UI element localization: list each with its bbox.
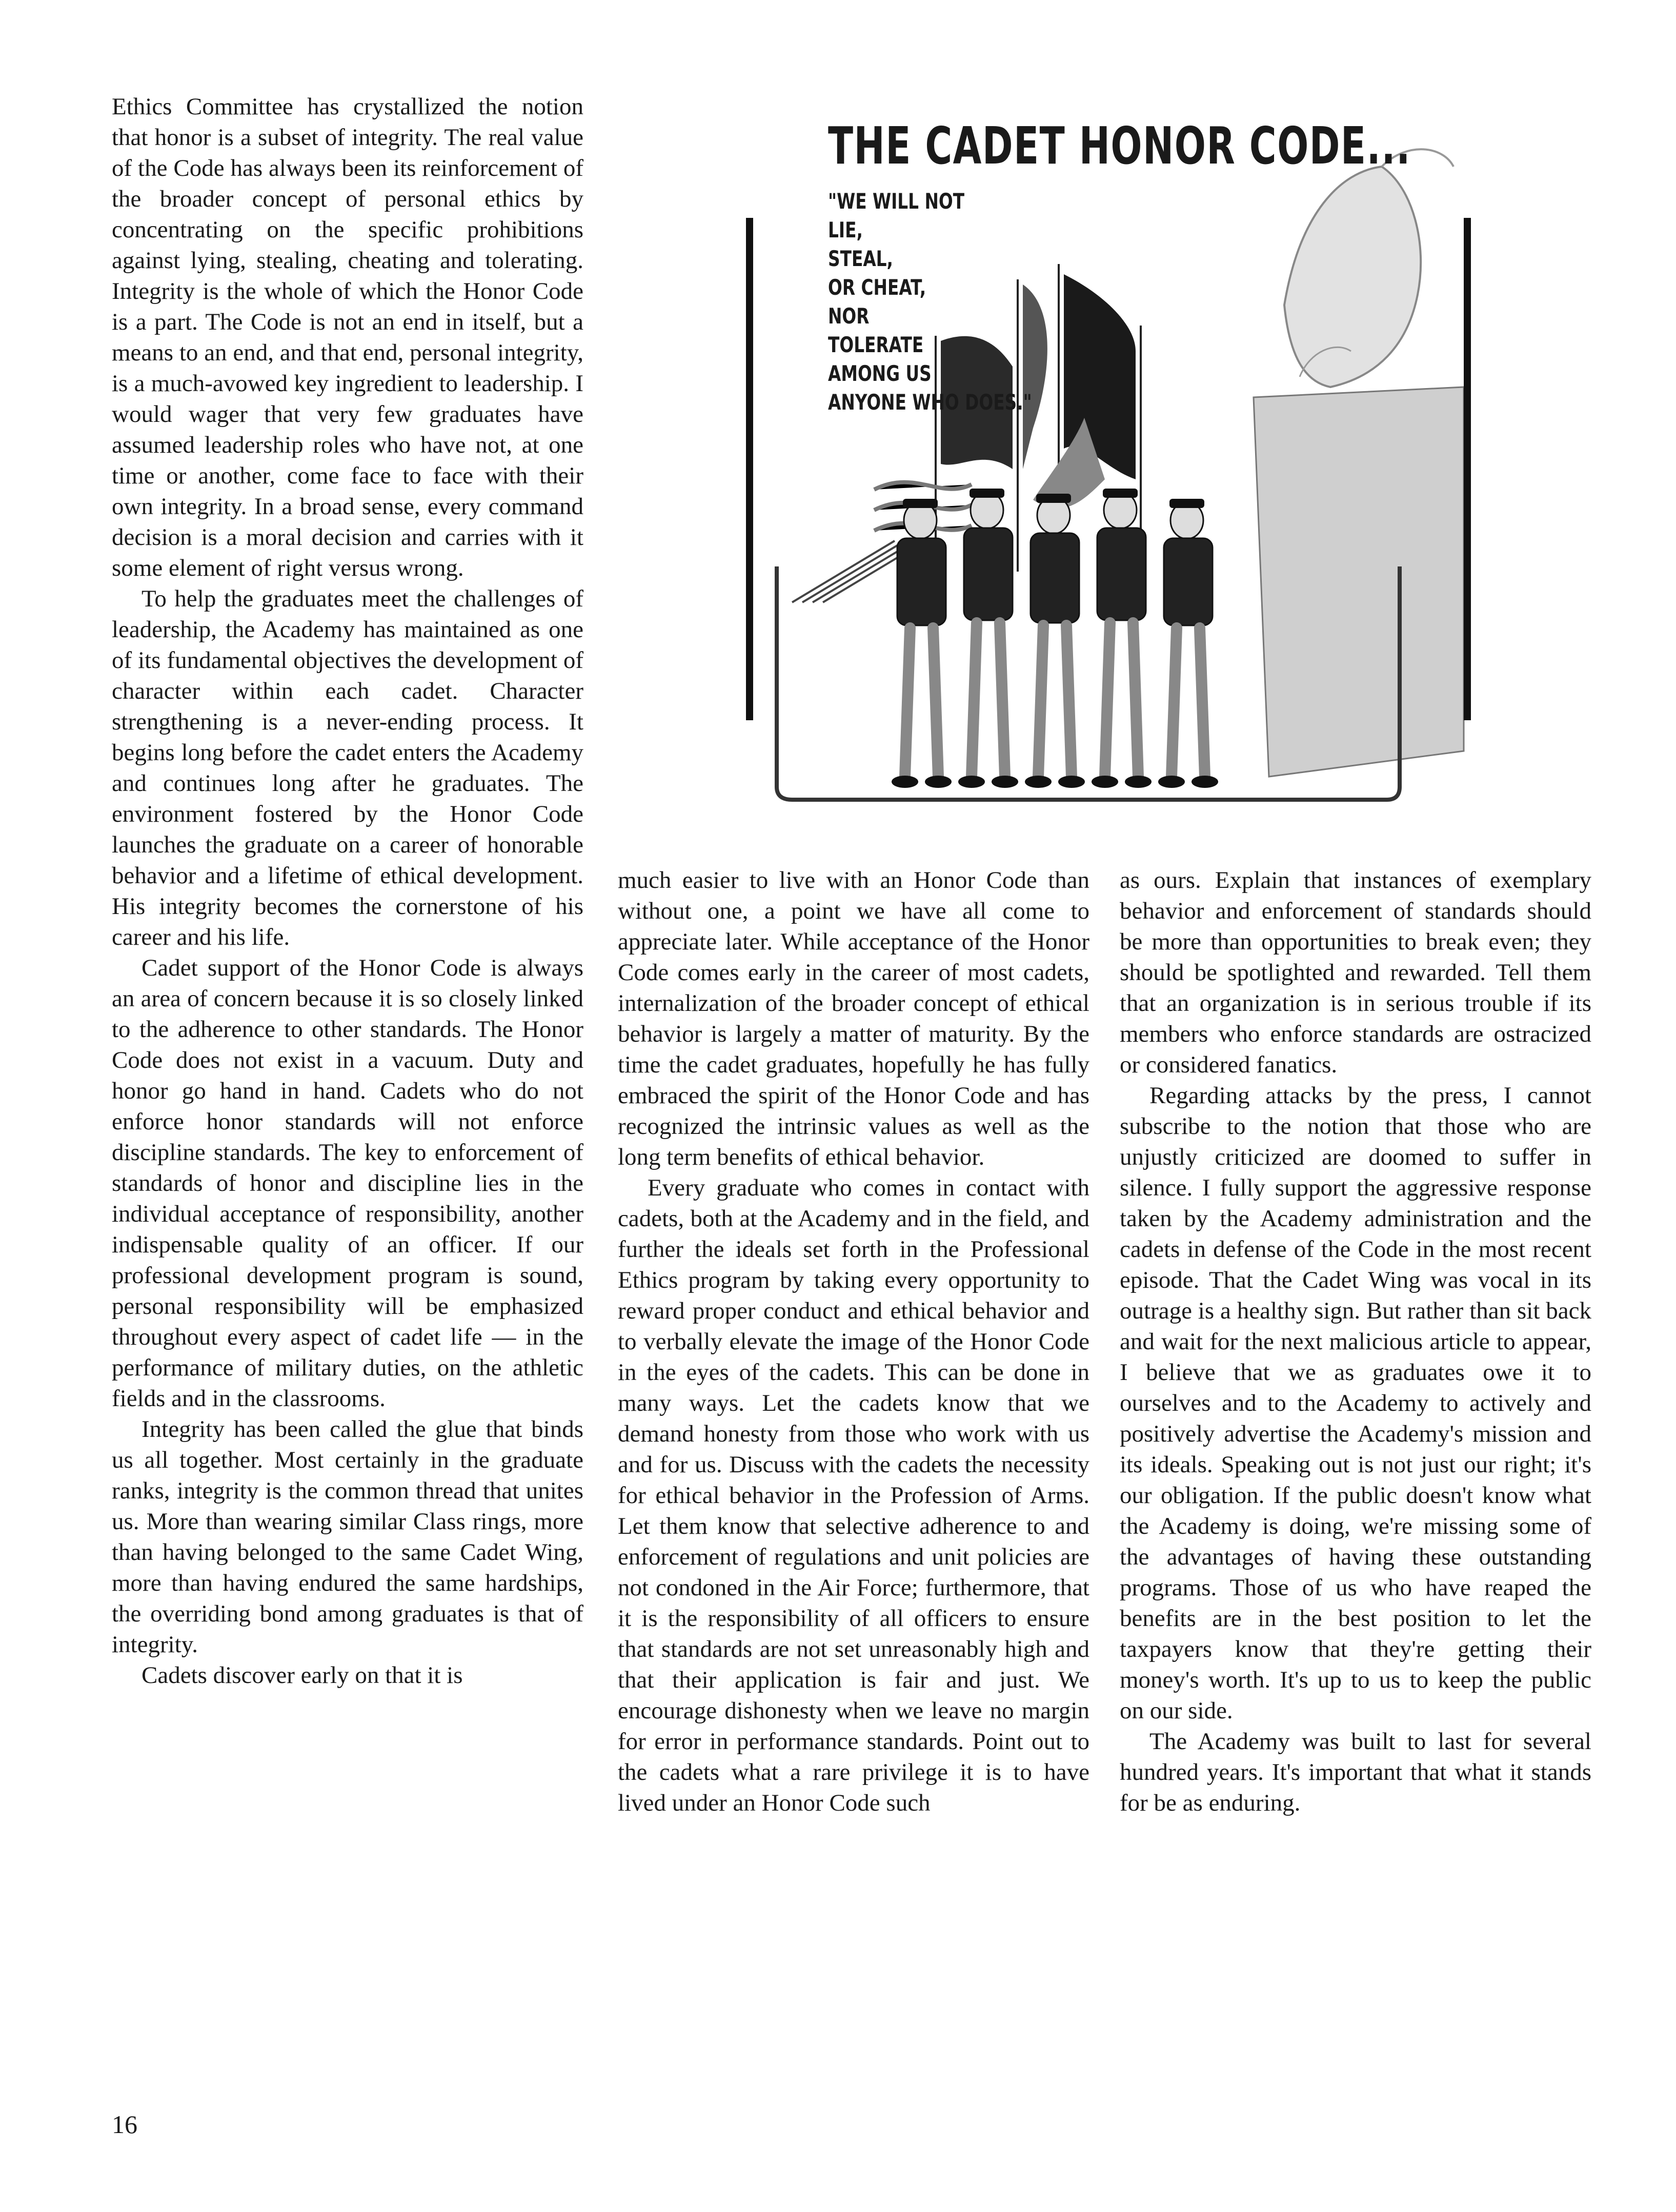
paragraph: Cadet support of the Honor Code is always an area of concern because it is so closely linked to the adherence to other standards. The Honor Code does not exist in a vacuum. Duty and honor go hand in hand. Cadets who do not enforce honor standards will not enforce discipline standards. The key to enforcement of standards of honor and discipline lies in the individual acceptance of responsibility, another indispensable quality of an officer. If our professional development program is sound, personal responsibility will be emphasized throughout every aspect of cadet life — in the performance of military duties, on the athletic fields and in the classrooms. [112,955,583,1412]
poster-title: THE CADET HONOR CODE... [828,116,1411,176]
honor-code-poster [746,110,1474,833]
paragraph: Ethics Committee has crystallized the notion that honor is a subset of integrity. The real value of the Code has always been its reinforcement of the broader concept of personal ethics by concentrating on the specific prohibitions against lying, stealing, cheating and tolerating. Integrity is the whole of which the Honor Code is a part. The Code is not an end in itself, but a means to an end, and that end, personal integrity, is a much-avowed key ingredient to leadership. I would wager that very few graduates have assumed leadership roles who have not, at one time or another, come face to face with their own integrity. In a broad sense, every command decision is a moral decision and carries with it some element of right versus wrong. [112,93,583,581]
left-border-bar [746,218,753,720]
paragraph: Cadets discover early on that it is [142,1662,463,1689]
quote-line: LIE, [828,217,863,242]
quote-line: STEAL, [828,246,893,271]
quote-line: NOR [828,303,870,329]
text-column-1 [112,91,583,1691]
quote-line: TOLERATE [828,332,924,357]
page-number: 16 [112,2110,137,2139]
quote-line: "WE WILL NOT [828,189,965,214]
paragraph: as ours. Explain that instances of exemplary behavior and enforcement of standards should be more than opportunities to break even; they should be spotlighted and rewarded. Tell them that an organization is in serious trouble if its members who enforce standards are ostracized or considered fanatics. [1120,867,1591,1078]
quote-line: OR CHEAT, [828,275,926,300]
paragraph: Integrity has been called the glue that binds us all together. Most certainly in the graduate ranks, integrity is the common thread that unites us. More than wearing similar Class rings, more than having belonged to the same Cadet Wing, more than having endured the same hardships, the overriding bond among graduates is that of integrity. [112,1416,583,1658]
text-column-2 [618,865,1089,1818]
paragraph: The Academy was built to last for several hundred years. It's important that what it stands for be as enduring. [1120,1728,1591,1816]
quote-line: AMONG US [828,361,932,386]
quote-line: ANYONE WHO DOES." [828,390,1032,415]
paragraph: To help the graduates meet the challenges of leadership, the Academy has maintained as one of its fundamental objectives the development of character within each cadet. Character strengthening is a never-ending process. It begins long before the cadet enters the Academy and continues long after he graduates. The environment fostered by the Honor Code launches the graduate on a career of honorable behavior and a lifetime of ethical development. His integrity becomes the cornerstone of his career and his life. [112,585,583,950]
honor-code-quote [828,187,1032,417]
right-border-bar [1464,218,1471,720]
paragraph: Every graduate who comes in contact with cadets, both at the Academy and in the field, and further the ideals set forth in the Professional Ethics program by taking every opportunity to reward proper conduct and ethical behavior and to verbally elevate the image of the Honor Code in the eyes of the cadets. This can be done in many ways. Let the cadets know that we demand honesty from those who work with us and for us. Discuss with the cadets the necessity for ethical behavior in the Profession of Arms. Let them know that selective adherence to and enforcement of regulations and unit policies are not condoned in the Air Force; furthermore, that it is the responsibility of all officers to ensure that standards are not set unreasonably high and that their application is fair and just. We encourage dishonesty when we leave no margin for error in performance standards. Point out to the cadets what a rare privilege it is to have lived under an Honor Code such [618,1174,1089,1816]
paragraph: Regarding attacks by the press, I cannot subscribe to the notion that those who are unjustly criticized are doomed to suffer in silence. I fully support the aggressive response taken by the Academy administration and the cadets in defense of the Code in the most recent episode. That the Cadet Wing was vocal in its outrage is a healthy sign. But rather than sit back and wait for the next malicious article to appear, I believe that we as graduates owe it to ourselves and to the Academy to actively and positively advertise the Academy's mission and its ideals. Speaking out is not just our right; it's our obligation. If the public doesn't know what the Academy is doing, we're missing some of the advantages of having these outstanding programs. Those of us who have reaped the benefits are in the best position to let the taxpayers know that they're getting their money's worth. It's up to us to keep the public on our side. [1120,1082,1591,1724]
text-column-3 [1120,865,1591,1818]
paragraph: much easier to live with an Honor Code than without one, a point we have all come to appreciate later. While acceptance of the Honor Code comes early in the career of most cadets, internalization of the broader concept of ethical behavior is largely a matter of maturity. By the time the cadet graduates, hopefully he has fully embraced the spirit of the Honor Code and has recognized the intrinsic values as well as the long term benefits of ethical behavior. [618,867,1089,1170]
